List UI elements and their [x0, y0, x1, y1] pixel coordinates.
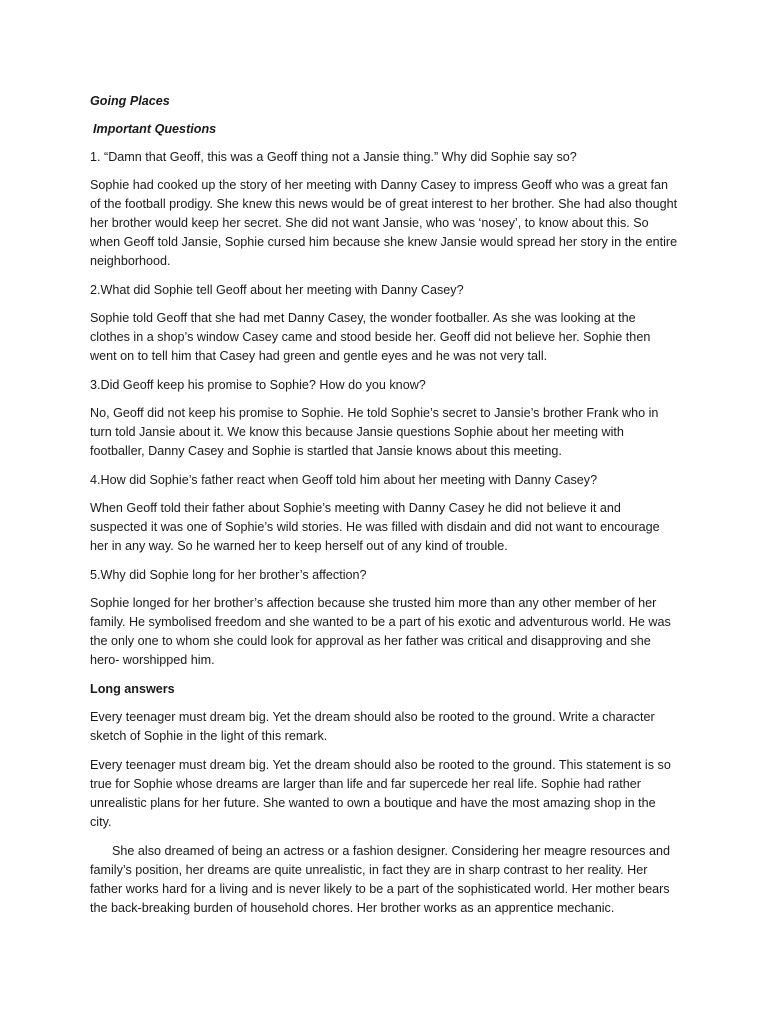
long-answer-paragraph-1: Every teenager must dream big. Yet the dream should also be rooted to the ground. This statement is so true for Sophie whose dreams are larger than life and far supercede her real life. Sophie had rather unrealistic plans for her future. She wanted to own a boutique and have the most amazing shop in the city.: [90, 758, 671, 829]
question-5: 5.Why did Sophie long for her brother’s affection?: [90, 568, 367, 582]
answer-1: Sophie had cooked up the story of her meeting with Danny Casey to impress Geoff who was a great fan of the football prodigy. She knew this news would be of great interest to her brother. She had also thought her brother would keep her secret. She did not want Jansie, who was ‘nosey’, to know about this. So when Geoff told Jansie, Sophie cursed him because she knew Jansie would spread her story in the entire neighborhood.: [90, 178, 678, 268]
answer-4: When Geoff told their father about Sophie’s meeting with Danny Casey he did not believe it and suspected it was one of Sophie’s wild stories. He was filled with disdain and did not want to encourage her in any way. So he warned her to keep herself out of any kind of trouble.: [90, 501, 660, 553]
long-answer-paragraph-2: She also dreamed of being an actress or a fashion designer. Considering her meagre resources and family’s position, her dreams are quite unrealistic, in fact they are in sharp contrast to her reality. Her father works hard for a living and is never likely to be a part of the sophisticated world. Her mother bears the back-breaking burden of household chores. Her brother works as an apprentice mechanic.: [90, 844, 670, 915]
question-3: 3.Did Geoff keep his promise to Sophie? How do you know?: [90, 378, 426, 392]
question-4: 4.How did Sophie’s father react when Geoff told him about her meeting with Danny Casey?: [90, 473, 598, 487]
document-page: [90, 92, 678, 928]
answer-2: Sophie told Geoff that she had met Danny Casey, the wonder footballer. As she was looking at the clothes in a shop’s window Casey came and stood beside her. Geoff did not believe her. Sophie then went on to tell him that Casey had green and gentle eyes and he was not very tall.: [90, 311, 651, 363]
question-1: 1. “Damn that Geoff, this was a Geoff thing not a Jansie thing.” Why did Sophie say so?: [90, 150, 577, 164]
question-2: 2.What did Sophie tell Geoff about her meeting with Danny Casey?: [90, 283, 464, 297]
answer-3: No, Geoff did not keep his promise to Sophie. He told Sophie’s secret to Jansie’s brother Frank who in turn told Jansie about it. We know this because Jansie questions Sophie about her meeting with footballer, Danny Casey and Sophie is startled that Jansie knows about this meeting.: [90, 406, 659, 458]
long-answers-heading: Long answers: [90, 682, 175, 696]
long-answer-question: Every teenager must dream big. Yet the dream should also be rooted to the ground. Write a character sketch of Sophie in the light of this remark.: [90, 710, 655, 743]
document-subtitle: Important Questions: [93, 122, 217, 136]
document-title: Going Places: [90, 94, 170, 108]
answer-5: Sophie longed for her brother’s affection because she trusted him more than any other member of her family. He symbolised freedom and she wanted to be a part of his exotic and adventurous world. He was the only one to whom she could look for approval as her father was critical and disapproving and she hero- worshipped him.: [90, 596, 671, 667]
